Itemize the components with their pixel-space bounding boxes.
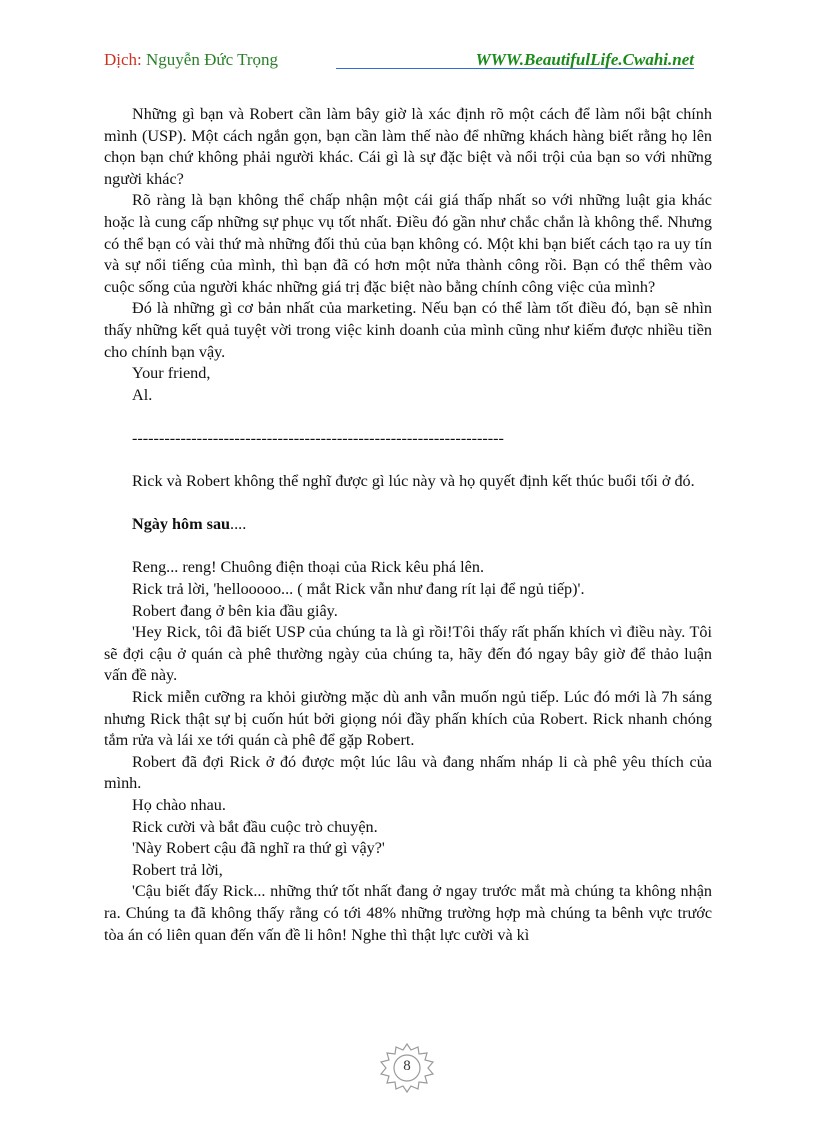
spacer (104, 536, 712, 558)
translator-name: Nguyễn Đức Trọng (141, 50, 279, 69)
paragraph: Rick trả lời, 'hellooooo... ( mắt Rick vẫn như đang rít lại để ngủ tiếp)'. (132, 580, 585, 599)
paragraph: Robert đã đợi Rick ở đó được một lúc lâu và đang nhấm nháp li cà phê yêu thích của mình. (104, 752, 712, 793)
spacer (104, 406, 712, 428)
signoff: Your friend, (132, 364, 211, 383)
paragraph: Robert đang ở bên kia đầu giây. (132, 601, 338, 620)
paragraph: Robert trả lời, (132, 860, 223, 879)
paragraph: Rick và Robert không thể nghĩ được gì lúc này và họ quyết định kết thúc buổi tối ở đó. (132, 472, 695, 491)
section-divider: --------------------------------------------------------------------- (132, 428, 504, 447)
spacer (104, 450, 712, 472)
section-heading (104, 514, 712, 536)
page-number-badge (371, 1040, 443, 1096)
section-heading-bold: Ngày hôm sau (132, 515, 231, 534)
section-heading-tail: .... (230, 515, 247, 534)
paragraph: Đó là những gì cơ bản nhất của marketing. Nếu bạn có thể làm tốt điều đó, bạn sẽ nhìn thấy những kết quả tuyệt vời trong việc kinh doanh của mình cũng như kiếm được nhiều tiền cho chính bạn vậy. (104, 299, 712, 361)
paragraph: Rõ ràng là bạn không thể chấp nhận một cái giá thấp nhất so với những luật gia khác hoặc là cung cấp những sự phục vụ tốt nhất. Điều đó gần như chắc chắn là không thể. Nhưng có thể bạn có vài thứ mà những đối thủ của bạn không có. Một khi bạn biết cách tạo ra uy tín và sự nổi tiếng của mình, thì bạn đã có hơn một nửa thành công rồi. Bạn có thể thêm vào cuộc sống của người khác những giá trị đặc biệt nào bằng chính công việc của mình? (104, 191, 712, 296)
header-rule (336, 68, 694, 69)
paragraph: Những gì bạn và Robert cần làm bây giờ là xác định rõ một cách để làm nổi bật chính mình (USP). Một cách ngắn gọn, bạn cần làm thế nào để những khách hàng biết rằng họ lên chọn bạn chứ không phải người khác. Cái gì là sự đặc biệt và nổi trội của bạn so với những người khác? (104, 105, 712, 188)
translator-credit (104, 50, 278, 70)
page-header (104, 48, 694, 72)
paragraph: 'Hey Rick, tôi đã biết USP của chúng ta là gì rồi!Tôi thấy rất phấn khích vì điều này. Tôi sẽ đợi cậu ở quán cà phê thường ngày của chúng ta, hãy đến đó ngay bây giờ để thảo luận vấn đề này. (104, 623, 712, 685)
paragraph: Rick cười và bắt đầu cuộc trò chuyện. (132, 817, 378, 836)
paragraph: 'Cậu biết đấy Rick... những thứ tốt nhất đang ở ngay trước mắt mà chúng ta không nhận ra. Chúng ta đã không thấy rằng có tới 48% những trường hợp mà chúng ta bênh vực trước tòa án có liên quan đến vấn đề li hôn! Nghe thì thật lực cười và kì (104, 882, 712, 944)
page-number: 8 (403, 1058, 411, 1074)
paragraph: Rick miễn cưỡng ra khỏi giường mặc dù anh vẫn muốn ngủ tiếp. Lúc đó mới là 7h sáng nhưng Rick thật sự bị cuốn hút bởi giọng nói đầy phấn khích của Robert. Rick nhanh chóng tắm rửa và lái xe tới quán cà phê để gặp Robert. (104, 688, 712, 750)
website-link[interactable]: WWW.BeautifulLife.Cwahi.net (475, 50, 694, 69)
paragraph: 'Này Robert cậu đã nghĩ ra thứ gì vậy?' (132, 839, 385, 858)
spacer (104, 493, 712, 515)
signature: Al. (132, 385, 153, 404)
paragraph: Reng... reng! Chuông điện thoại của Rick kêu phá lên. (132, 558, 484, 577)
page-body (104, 104, 712, 946)
translator-prefix: Dịch: (104, 50, 142, 69)
paragraph: Họ chào nhau. (132, 796, 226, 814)
